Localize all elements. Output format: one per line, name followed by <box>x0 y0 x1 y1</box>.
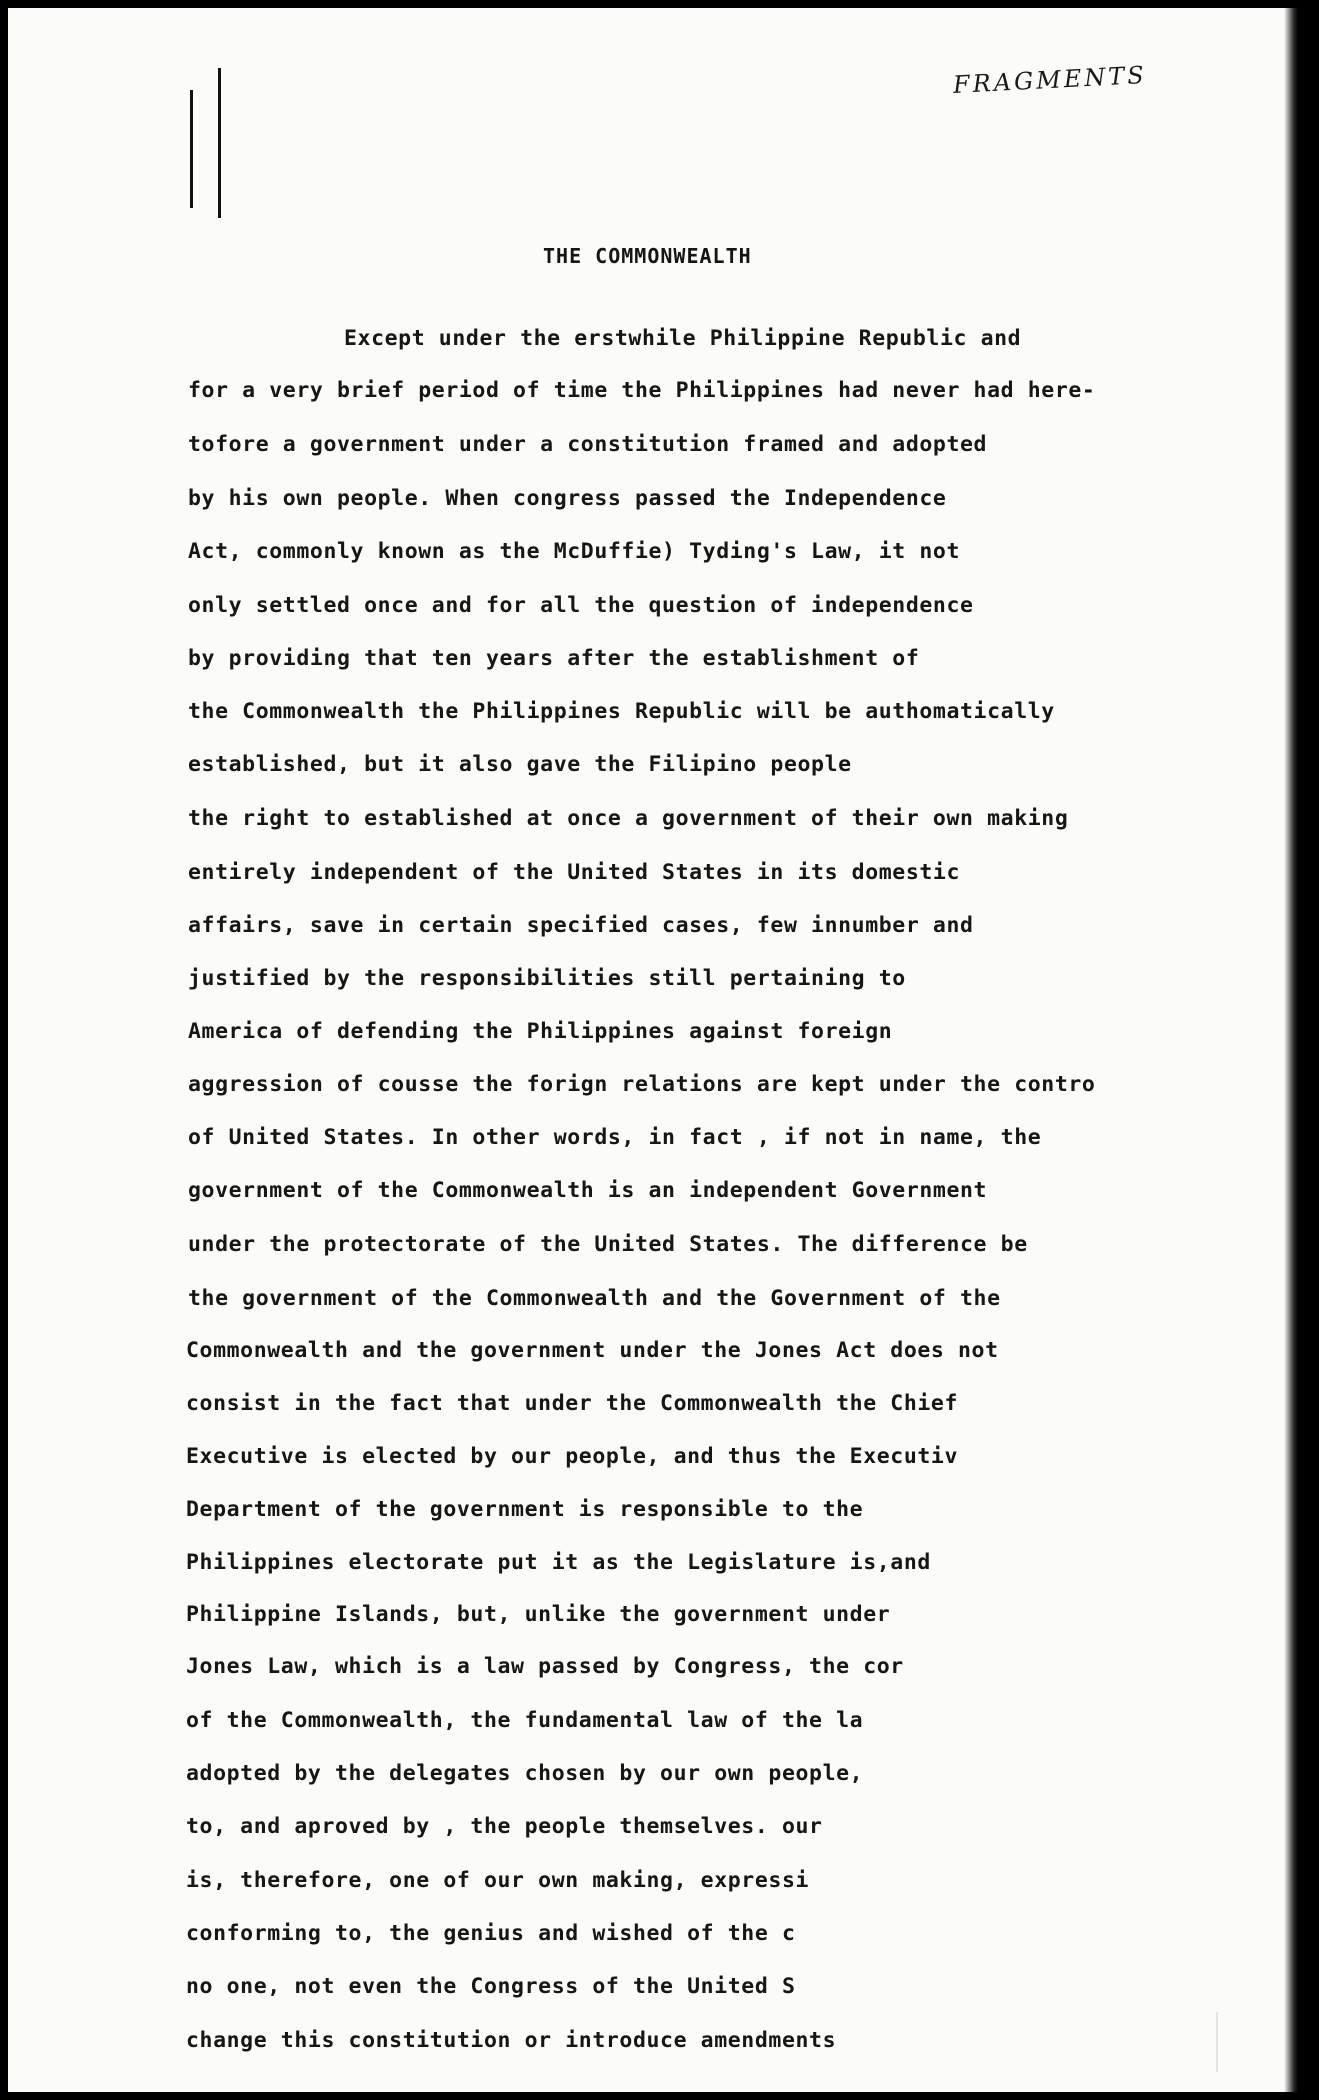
text-line: the government of the Commonwealth and the Government of the <box>188 1286 1001 1311</box>
text-line: Executive is elected by our people, and thus the Executiv <box>186 1444 959 1469</box>
text-line: only settled once and for all the question of independence <box>188 593 974 618</box>
document-title: THE COMMONWEALTH <box>543 244 752 268</box>
text-line: justified by the responsibilities still pertaining to <box>188 966 906 991</box>
text-line: Department of the government is responsible to the <box>186 1497 864 1522</box>
text-line: the Commonwealth the Philippines Republic will be authomatically <box>188 699 1055 724</box>
text-line: Philippine Islands, but, unlike the government under <box>186 1602 891 1627</box>
text-line: the right to established at once a government of their own making <box>188 806 1069 831</box>
text-line: is, therefore, one of our own making, expressi <box>186 1868 810 1893</box>
text-line: aggression of cousse the forign relations are kept under the contro <box>188 1072 1096 1097</box>
text-line: by providing that ten years after the establishment of <box>188 646 920 671</box>
text-line: no one, not even the Congress of the United S <box>186 1974 796 1999</box>
text-line: Philippines electorate put it as the Legislature is,and <box>186 1550 931 1575</box>
paper-smudge <box>1216 2012 1268 2072</box>
text-line: of United States. In other words, in fact , if not in name, the <box>188 1125 1042 1150</box>
text-line: under the protectorate of the United States. The difference be <box>188 1232 1028 1257</box>
document-page <box>8 8 1298 2092</box>
page-edge-shadow <box>1284 8 1298 2092</box>
text-line: affairs, save in certain specified cases, few innumber and <box>188 913 974 938</box>
text-line: by his own people. When congress passed the Independence <box>188 486 947 511</box>
text-line: of the Commonwealth, the fundamental law of the la <box>186 1708 864 1733</box>
handwritten-note: FRAGMENTS <box>952 60 1148 100</box>
text-line: entirely independent of the United States in its domestic <box>188 860 961 885</box>
text-line: to, and aproved by , the people themselves. our <box>186 1814 823 1839</box>
text-line: government of the Commonwealth is an independent Government <box>188 1178 988 1203</box>
text-line: consist in the fact that under the Commonwealth the Chief <box>186 1391 959 1416</box>
text-line: America of defending the Philippines against foreign <box>188 1019 893 1044</box>
text-line: Act, commonly known as the McDuffie) Tyding's Law, it not <box>188 539 961 564</box>
text-line: tofore a government under a constitution framed and adopted <box>188 432 988 457</box>
text-line: conforming to, the genius and wished of the c <box>186 1921 796 1946</box>
text-line: adopted by the delegates chosen by our own people, <box>186 1761 864 1786</box>
text-line: established, but it also gave the Filipino people <box>188 752 852 777</box>
text-line: Commonwealth and the government under the Jones Act does not <box>186 1338 999 1363</box>
text-line: change this constitution or introduce amendments <box>186 2028 837 2053</box>
text-line: Jones Law, which is a law passed by Congress, the cor <box>186 1654 904 1679</box>
body-text <box>8 8 1298 2092</box>
text-line: Except under the erstwhile Philippine Republic and <box>344 326 1022 351</box>
text-line: for a very brief period of time the Philippines had never had here- <box>188 378 1096 403</box>
